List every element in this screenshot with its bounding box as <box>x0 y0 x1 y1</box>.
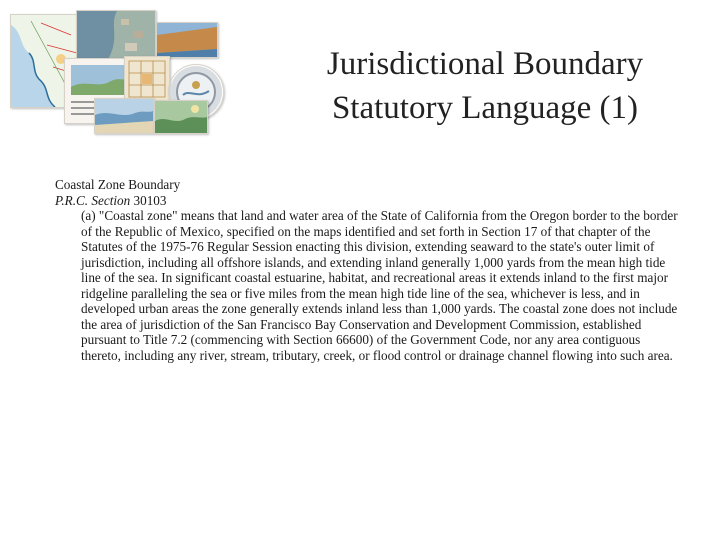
map-photo-collage <box>6 8 224 136</box>
title-line-1: Jurisdictional Boundary <box>326 46 644 82</box>
statute-text-block <box>55 177 680 363</box>
citation-number: 30103 <box>133 192 167 208</box>
shoreline-photo <box>94 98 154 134</box>
habitat-photo <box>154 100 208 134</box>
coastal-bluff-photo <box>156 22 218 58</box>
aerial-photo-image <box>76 10 156 62</box>
statute-citation <box>55 193 680 209</box>
section-heading: Coastal Zone Boundary <box>55 177 181 192</box>
citation-code: P.R.C. Section <box>55 192 131 208</box>
parcel-map-image <box>124 56 170 102</box>
statute-paragraph: (a) "Coastal zone" means that land and water area of the State of California from the Oregon border to the border of the Republic of Mexico, specified on the maps identified and set forth in Section 17 of that chapter of the Statutes of the 1975-76 Regular Session enacting this division, extending seaward to the state's outer limit of jurisdiction, including all offshore islands, and extending inland generally 1,000 yards from the mean high tide line of the sea. In significant coastal estuarine, habitat, and recreational areas it extends inland to the first major ridgeline paralleling the sea or five miles from the mean high tide line of the sea, whichever is less, and in developed urban areas the zone generally extends inland less than 1,000 yards. The coastal zone does not include the area of jurisdiction of the San Francisco Bay Conservation and Development Commission, established pursuant to Title 7.2 (commencing with Section 66600) of the Government Code, nor any area contiguous thereto, including any river, stream, tributary, creek, or flood control or drainage channel flowing into such area. <box>81 208 678 363</box>
slide-title <box>250 42 720 130</box>
title-line-2: Statutory Language (1) <box>331 90 639 126</box>
